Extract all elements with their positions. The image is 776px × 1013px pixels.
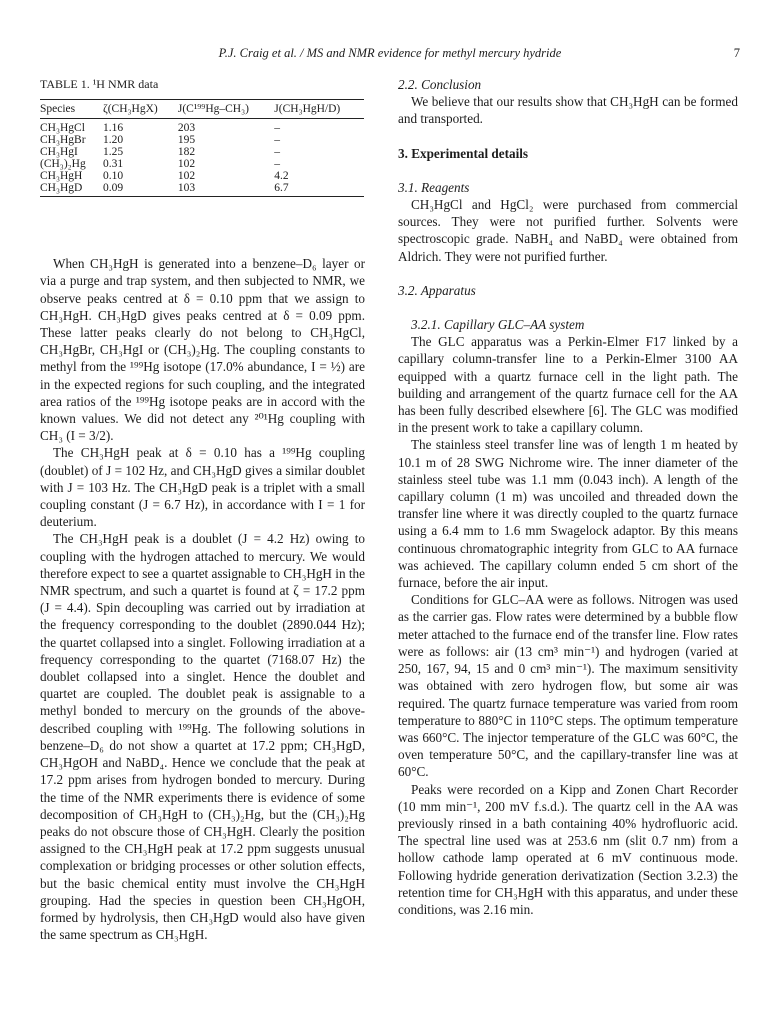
body-paragraph: The GLC apparatus was a Perkin-Elmer F17 linked by a capillary column-transfer line to a Perkin-Elmer 3100 AA equipped with a quartz furnace cell in the light path. The building and arrangement of the quartz furnace cell for the AA has been fully described elsewhere [6]. The GLC was modified in the present work to take a capillary column. (398, 334, 738, 436)
column-header: J(C¹⁹⁹Hg–CH₃) (178, 100, 274, 119)
table-cell: 0.09 (103, 182, 178, 197)
table-cell: 1.20 (102, 134, 124, 147)
table-cell: 102 (177, 170, 196, 183)
table-cell: 195 (177, 134, 196, 147)
running-title: P.J. Craig et al. / MS and NMR evidence for methyl mercury hydride (218, 46, 562, 60)
table-cell: 203 (177, 122, 196, 135)
table-cell: CH₃HgI (40, 146, 78, 159)
table-cell: (CH₃)₂Hg (40, 158, 86, 171)
table-cell: 1.25 (102, 146, 124, 159)
table-cell: 103 (178, 182, 274, 197)
column-header: ζ(CH₃HgX) (103, 100, 178, 119)
table-header-row (40, 100, 364, 119)
page-number: 7 (733, 46, 740, 60)
section-heading-apparatus: 3.2. Apparatus (398, 282, 476, 298)
table-cell: 0.31 (102, 158, 124, 171)
table-row (40, 158, 364, 170)
table-cell: 4.2 (274, 170, 289, 183)
section-heading-reagents: 3.1. Reagents (398, 179, 470, 195)
table-cell: 1.16 (102, 122, 124, 135)
table-cell: 182 (177, 146, 196, 159)
table-cell: CH₃HgBr (40, 134, 86, 147)
column-header: J(CH₃HgH/D) (274, 100, 364, 119)
table-cell: – (274, 146, 281, 159)
table-cell: 6.7 (274, 182, 364, 197)
table-cell: – (274, 134, 281, 147)
body-paragraph: The CH₃HgH peak at δ = 0.10 has a ¹⁹⁹Hg coupling (doublet) of J = 102 Hz, and CH₃HgD gives a similar doublet with J = 103 Hz. The CH₃HgD peak is a triplet with a small coupling constant (J = 6.7 Hz), in accordance with I = 1 for deuterium. (40, 445, 365, 530)
body-paragraph: CH₃HgCl and HgCl₂ were purchased from commercial sources. They were not purified further. Solvents were spectroscopic grade. NaBH₄ and NaBD₄ were obtained from Aldrich. They were not purified further. (398, 197, 738, 264)
body-paragraph: Conditions for GLC–AA were as follows. Nitrogen was used as the carrier gas. Flow rates were determined by a bubble flow meter attached to the furnace end of the transfer line. Flow rates were as follows: air (13 cm³ min⁻¹) and hydrogen (varied at 250, 167, 94, 15 and 0 cm³ min⁻¹). The maximum sensitivity was obtained with zero hydrogen flow, but some air was required. The quartz furnace temperature was varied from room temperature to 880°C in 110°C steps. The optimum temperature was 660°C. The injector temperature of the GLC was 60°C, the oven temperature 50°C, and the capillary-transfer line was at 60°C. (398, 592, 738, 780)
left-column (40, 76, 365, 943)
right-column (398, 76, 738, 918)
section-heading-experimental: 3. Experimental details (398, 145, 529, 161)
table-cell: CH₃HgCl (40, 122, 85, 135)
body-paragraph: The stainless steel transfer line was of length 1 m heated by 10.1 m of 28 SWG Nichrome wire. The inner diameter of the stainless steel tube was 1.1 mm (0.043 inch). A length of the capillary column (1 m) was uncoiled and threaded down the transfer line where it was directly coupled to the quartz furnace using a 6.4 mm to 1.6 mm Swagelock adaptor. By this means continuous chromatographic integrity from GLC to AA furnace was achieved. The capillary column ended 5 cm short of the furnace, before the air input. (398, 437, 738, 591)
subsection-heading-capillary: 3.2.1. Capillary GLC–AA system (411, 317, 585, 333)
table-caption: TABLE 1. ¹H NMR data (40, 77, 159, 91)
body-paragraph: When CH₃HgH is generated into a benzene–D₆ layer or via a purge and trap system, and then subjected to NMR, we observe peaks centred at δ = 0.10 ppm that we assign to CH₃HgH. CH₃HgD gives peaks centred at δ = 0.09 ppm. These latter peaks clearly do not belong to CH₃HgCl, CH₃HgBr, CH₃HgI or (CH₃)₂Hg. The coupling constants to methyl from the ¹⁹⁹Hg isotope (17.0% abundance, I = ½) are in the expected regions for such coupling, and the integrated area ratios of the ¹⁹⁹Hg isotope peaks are in accord with the known values. We did not detect any ²⁰¹Hg coupling with CH₃ (I = 3/2). (40, 256, 365, 444)
column-header: Species (40, 100, 103, 119)
nmr-data-table (40, 99, 364, 197)
table-cell: 102 (177, 158, 196, 171)
table-row (40, 182, 364, 197)
table-row (40, 134, 364, 146)
running-header (40, 46, 740, 62)
table-row (40, 170, 364, 182)
table-cell: – (274, 158, 281, 171)
body-paragraph: We believe that our results show that CH₃HgH can be formed and transported. (398, 94, 738, 127)
table-cell: – (274, 122, 281, 135)
body-paragraph: The CH₃HgH peak is a doublet (J = 4.2 Hz) owing to coupling with the hydrogen attached to mercury. We would therefore expect to see a quartet assignable to CH₃HgH in the NMR spectrum, and such a quartet is found at ζ = 17.2 ppm (J = 4.4). Spin decoupling was carried out by irradiation at the frequency corresponding to the doublet (2890.044 Hz); the quartet collapsed into a singlet. Following irradiation at a frequency corresponding to the quartet (7168.07 Hz) the doublet collapsed into a singlet. Hence the doublet and quartet are coupled. The doublet peak is assignable to a methyl bonded to mercury on the grounds of the above-described coupling with ¹⁹⁹Hg. The following solutions in benzene–D₆ do not show a quartet at 17.2 ppm; CH₃HgD, CH₃HgOH and NaBD₄. Hence we conclude that the peak at 17.2 ppm arises from hydrogen bonded to mercury. During the time of the NMR experiments there is evidence of some decomposition of CH₃HgH to (CH₃)₂Hg, but the (CH₃)₂Hg peaks do not obscure those of CH₃HgH. Clearly the position assigned to the CH₃HgH peak at 17.2 ppm suggests unusual complexation or bridging processes or other solution effects, but the basic chemical entity must involve the CH₃HgH grouping. Had the species in question been CH₃HgOH, formed by hydrolysis, then CH₃HgD would also have given the same spectrum as CH₃HgH. (40, 531, 365, 943)
table-row (40, 146, 364, 158)
table-cell: 0.10 (102, 170, 124, 183)
body-paragraph: Peaks were recorded on a Kipp and Zonen Chart Recorder (10 mm min⁻¹, 200 mV f.s.d.). The quartz cell in the AA was previously rinsed in a bath containing 40% hydrofluoric acid. The spectral line used was at 253.6 nm (slit 0.7 nm) from a hollow cathode lamp operated at 6 mV continuous mode. Following hydride generation derivatization (Section 3.2.3) the retention time for CH₃HgH with this apparatus, and under these conditions, was 2.16 min. (398, 781, 738, 917)
table-cell: CH₃HgD (40, 182, 103, 197)
table-cell: CH₃HgH (40, 170, 83, 183)
section-heading-conclusion: 2.2. Conclusion (398, 77, 482, 92)
table-row (40, 119, 364, 135)
